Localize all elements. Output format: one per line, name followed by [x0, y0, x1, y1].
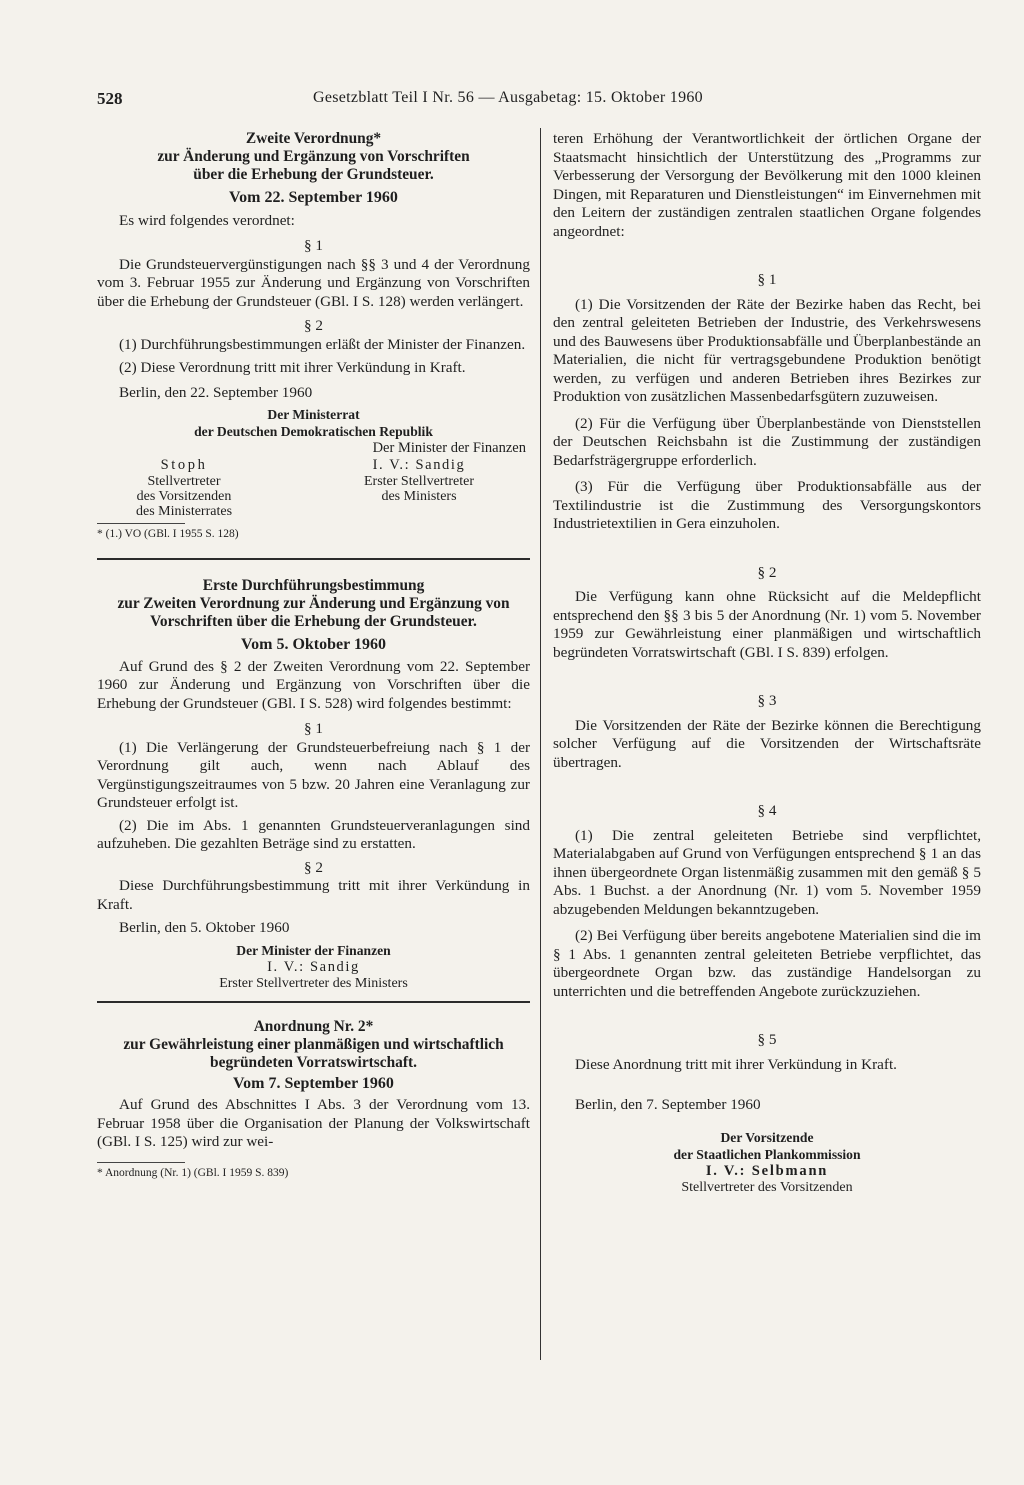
paragraph-text: (2) Für die Verfügung über Überplanbestände von Dienststellen der Deutschen Reichsbahn ist die Zustimmung der zuständigen Bedarfsträgergruppe erforderlich.: [553, 414, 981, 469]
signatory-role: Erster Stellvertreter des Ministers: [219, 975, 408, 991]
signatory-org: Der Ministerrat: [267, 407, 360, 422]
intro-text: Es wird folgendes verordnet:: [119, 211, 295, 229]
place-date: Berlin, den 5. Oktober 1960: [119, 919, 290, 936]
section-title: zur Gewährleistung einer planmäßigen und wirtschaftlich begründeten Vorratswirtschaft.: [123, 1035, 504, 1071]
intro-continuation: teren Erhöhung der Verantwortlichkeit der örtlichen Organe der Staatsmacht hinsichtlich der Unterstützung des „Programms zur Verbesserung der Versorgung der Bevölkerung mit den 1000 kleinen Dingen, mit Reparaturen und Dienstleistungen“ im Einvernehmen mit den Leitern der zuständigen zentralen staatlichen Organe folgendes angeordnet:: [553, 130, 981, 240]
section-erste-durchfuehrungsbestimmung: [97, 577, 530, 992]
paragraph-heading: § 1: [757, 271, 777, 288]
paragraph-text: Die Vorsitzenden der Räte der Bezirke können die Berechtigung solcher Verfügung auf die Vorsitzenden der Wirtschaftsräte übertragen.: [553, 716, 981, 771]
signatory-role: des Ministers: [381, 489, 457, 504]
running-title: Gesetzblatt Teil I Nr. 56 — Ausgabetag: 15. Oktober 1960: [313, 89, 703, 106]
footnote: * Anordnung (Nr. 1) (GBl. I 1959 S. 839): [97, 1166, 289, 1179]
right-column: [553, 130, 981, 1196]
signatory-role: des Ministerrates: [135, 504, 233, 519]
paragraph-text: (1) Durchführungsbestimmungen erläßt der Minister der Finanzen.: [119, 335, 526, 353]
signature-right: [308, 457, 530, 519]
intro-text: Auf Grund des Abschnittes I Abs. 3 der Verordnung vom 13. Februar 1958 über die Organisation der Planung der Volkswirtschaft (GBl. I S. 125) wird zur wei-: [97, 1096, 530, 1150]
intro-text: Auf Grund des § 2 der Zweiten Verordnung vom 22. September 1960 zur Änderung und Ergänzung von Vorschriften über die Erhebung der Grundsteuer (GBl. I S. 528) wird folgendes bestimmt:: [97, 657, 530, 712]
signatory-org: der Deutschen Demokratischen Republik: [194, 424, 433, 439]
signatory-name: Stoph: [160, 457, 208, 473]
signatory-name: I. V.: Sandig: [267, 958, 360, 975]
signatory-org: Der Minister der Finanzen: [236, 942, 391, 958]
paragraph-text: (2) Die im Abs. 1 genannten Grundsteuerveranlagungen sind aufzuheben. Die gezahlten Beträge sind zu erstatten.: [97, 816, 530, 852]
signature-left: [97, 457, 259, 519]
paragraph-heading: § 3: [757, 692, 777, 709]
place-date: Berlin, den 22. September 1960: [119, 383, 313, 401]
paragraph-heading: § 2: [757, 563, 777, 581]
paragraph-heading: § 4: [757, 802, 777, 819]
section-date: Vom 7. September 1960: [233, 1074, 394, 1092]
signatory-role: des Vorsitzenden: [136, 489, 232, 504]
paragraph-text: Diese Anordnung tritt mit ihrer Verkündung in Kraft.: [575, 1055, 897, 1073]
section-separator: [97, 558, 530, 560]
section-date: Vom 22. September 1960: [229, 189, 398, 206]
footnote-rule: [97, 1162, 185, 1163]
footnote-rule: [97, 523, 185, 524]
paragraph-heading: § 2: [304, 317, 323, 334]
signatory-role: Stellvertreter des Vorsitzenden: [681, 1179, 853, 1195]
paragraph-heading: § 1: [304, 237, 323, 254]
paragraph-text: (1) Die Verlängerung der Grundsteuerbefreiung nach § 1 der Verordnung gilt auch, wenn nach Ablauf des Vergünstigungszeitraumes von 5 bzw. 20 Jahren eine Veranlagung zur Grundsteuer erfolgt ist.: [97, 738, 530, 811]
paragraph-heading: § 2: [304, 858, 323, 876]
section-title: zur Zweiten Verordnung zur Änderung und Ergänzung von Vorschriften über die Erhebung der Grundsteuer.: [117, 595, 510, 630]
paragraph-text: (2) Diese Verordnung tritt mit ihrer Verkündung in Kraft.: [119, 359, 466, 376]
section-title: Erste Durchführungsbestimmung: [202, 577, 425, 594]
section-title: zur Änderung und Ergänzung von Vorschriften: [157, 148, 470, 165]
footnote: * (1.) VO (GBl. I 1955 S. 128): [97, 528, 239, 540]
paragraph-text: (3) Für die Verfügung über Produktionsabfälle aus der Textilindustrie ist die Zustimmung des Versorgungskontors Industrietextilien in Gera einzuholen.: [553, 478, 981, 532]
column-divider: [540, 128, 541, 1360]
signatory-name: I. V.: Selbmann: [705, 1162, 829, 1179]
section-title: Anordnung Nr. 2*: [253, 1017, 374, 1035]
signature-block: [97, 457, 530, 519]
paragraph-text: Diese Durchführungsbestimmung tritt mit ihrer Verkündung in Kraft.: [97, 877, 530, 913]
section-title: Zweite Verordnung*: [245, 130, 382, 147]
section-separator: [97, 1001, 530, 1003]
paragraph-text: (2) Bei Verfügung über bereits angebotene Materialien sind die im § 1 Abs. 1 genannten zentral geleiteten Betriebe verpflichtet, das übergeordnete Organ bzw. das zuständige Handelsorgan zu unterrichten und die betreffenden Angebote zurückzuziehen.: [553, 927, 981, 1000]
signatory-title: Der Minister der Finanzen: [372, 440, 526, 456]
section-date: Vom 5. Oktober 1960: [241, 636, 386, 653]
paragraph-heading: § 5: [757, 1031, 777, 1048]
left-column: [97, 130, 530, 1180]
page-number: 528: [97, 89, 123, 108]
signatory-org: der Staatlichen Plankommission: [673, 1146, 861, 1162]
paragraph-heading: § 1: [304, 720, 323, 737]
paragraph-text: Die Grundsteuervergünstigungen nach §§ 3 und 4 der Verordnung vom 3. Februar 1955 zur Änderung und Ergänzung von Vorschriften über die Erhebung der Grundsteuer (GBl. I S. 128) werden verlängert.: [97, 255, 530, 310]
paragraph-text: Die Verfügung kann ohne Rücksicht auf die Meldepflicht entsprechend den §§ 3 bis 5 der Anordnung (Nr. 1) vom 5. November 1959 zur Gewährleistung einer planmäßigen und wirtschaftlich begründeten Vorratswirtschaft (GBl. I S. 839) erfolgen.: [553, 588, 981, 661]
section-title: über die Erhebung der Grundsteuer.: [193, 166, 434, 183]
paragraph-text: (1) Die zentral geleiteten Betriebe sind verpflichtet, Materialabgaben auf Grund von Verfügungen entsprechend § 1 an das ihnen übergeordnete Organ listenmäßig zusammen mit den gemäß § 5 Abs. 1 Buchst. a der Anordnung (Nr. 1) vom 5. November 1959 abzugebenden Meldungen bekanntzugeben.: [553, 826, 981, 918]
signatory-role: Erster Stellvertreter: [363, 474, 474, 489]
signatory-name: I. V.: Sandig: [372, 457, 466, 473]
signatory-role: Stellvertreter: [147, 474, 221, 489]
section-zweite-verordnung: [97, 130, 530, 541]
paragraph-text: (1) Die Vorsitzenden der Räte der Bezirke haben das Recht, bei den zentral geleiteten Betrieben der Industrie, des Verkehrswesens und des Bauwesens über Produktionsabfälle und Überplanbestände an Materialien, die nicht für vertragsgebundene Produktion benötigt werden, zu verfügen und anderen Betrieben ihres Bezirkes zur Produktion von zusätzlichen Massenbedarfsgütern zuzuweisen.: [553, 295, 981, 405]
signatory-org: Der Vorsitzende: [720, 1129, 814, 1145]
section-anordnung-nr-2: [97, 1018, 530, 1180]
place-date: Berlin, den 7. September 1960: [575, 1096, 761, 1113]
page-header: [97, 89, 782, 111]
